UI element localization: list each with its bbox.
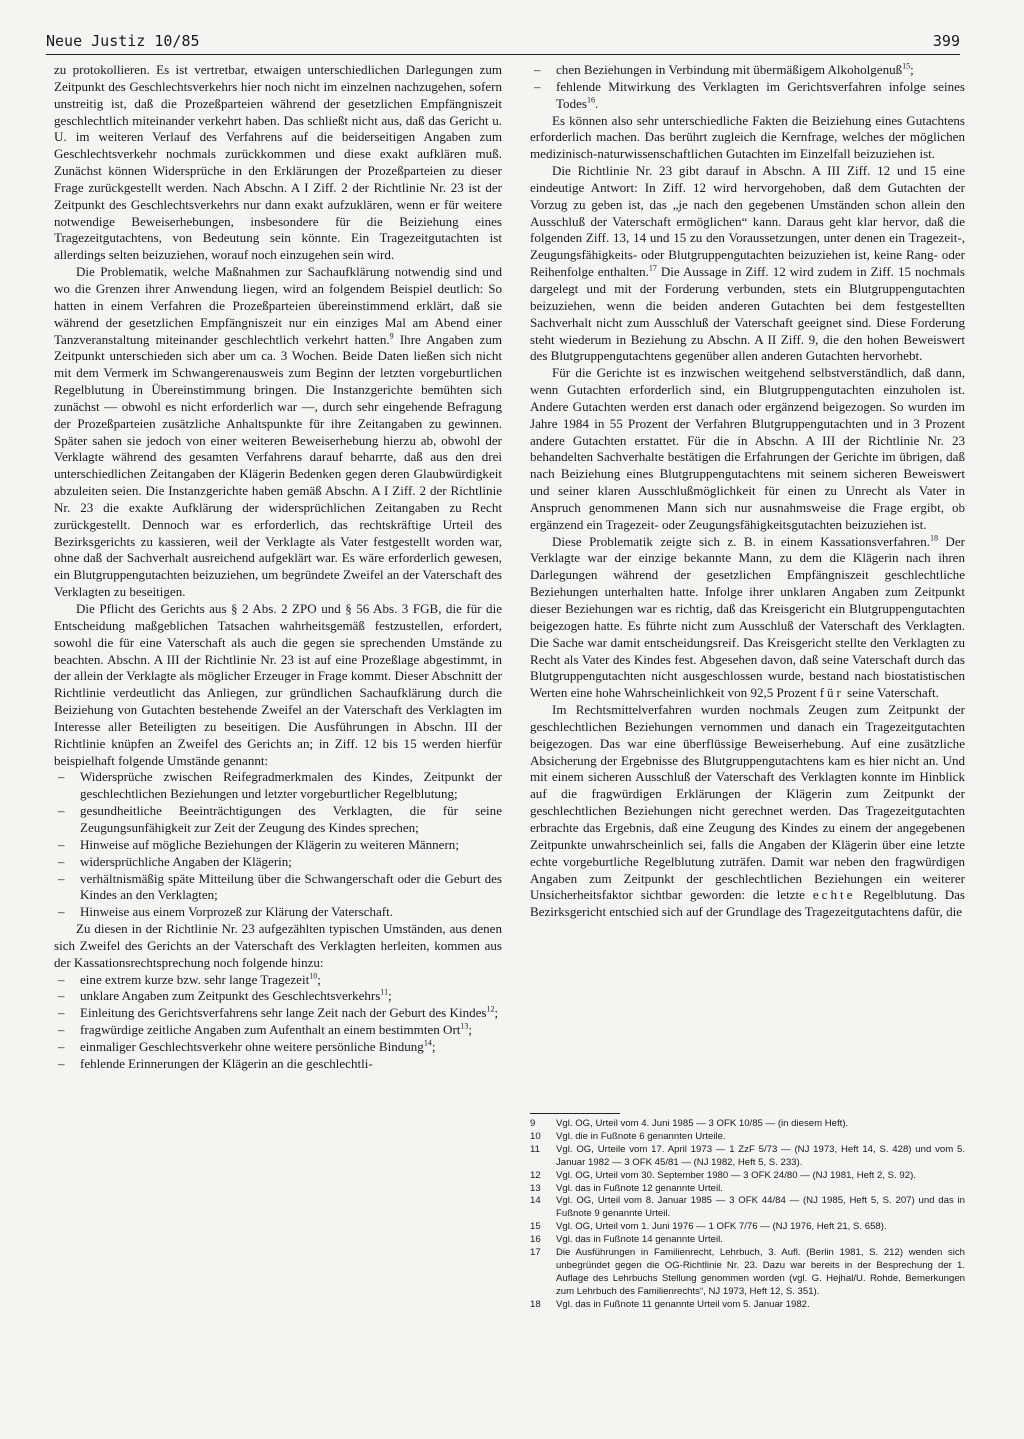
footnote-ref: 13	[460, 1021, 469, 1031]
circumstances-list	[54, 769, 502, 921]
footnote-ref: 17	[648, 263, 657, 273]
footnote: 10 Vgl. die in Fußnote 6 genannten Urteile.	[530, 1130, 726, 1142]
right-column	[530, 62, 965, 921]
footnote-ref: 10	[309, 971, 318, 981]
footnote-ref: 18	[929, 533, 938, 543]
footnote: 12 Vgl. OG, Urteil vom 30. September 1980 — 3 OFK 24/80 — (NJ 1981, Heft 2, S. 92).	[530, 1169, 916, 1181]
footnote: 15 Vgl. OG, Urteil vom 1. Juni 1976 — 1 OFK 7/76 — (NJ 1976, Heft 21, S. 658).	[530, 1221, 887, 1233]
left-column	[54, 62, 502, 1073]
list-item: – fehlende Erinnerungen der Klägerin an die geschlechtli-	[54, 1056, 502, 1073]
spaced-emphasis: für	[819, 685, 844, 701]
paragraph: Es können also sehr unterschiedliche Fakten die Beiziehung eines Gutachtens erforderlich machen. Das berührt zugleich die Kernfrage, welches der möglichen medizinisch-naturwissenschaftlichen Gutachten im Einzelfall beizuziehen ist.	[530, 112, 965, 162]
list-item: – chen Beziehungen in Verbindung mit übermäßigem Alkoholgenuß$^{15}$;	[530, 62, 965, 79]
list-item: – einmaliger Geschlechtsverkehr ohne weitere persönliche Bindung$^{14}$;	[54, 1039, 502, 1056]
list-item: – widersprüchliche Angaben der Klägerin;	[54, 854, 502, 871]
footnote: 9 Vgl. OG, Urteil vom 4. Juni 1985 — 3 OFK 10/85 — (in diesem Heft).	[530, 1118, 849, 1129]
page-number: 399	[932, 32, 960, 50]
footnote: 14 Vgl. OG, Urteil vom 8. Januar 1985 — 3 OFK 44/84 — (NJ 1985, Heft 5, S. 207) und das in Fußnote 9 genannte Urteil.	[530, 1195, 965, 1220]
list-item: – Widersprüche zwischen Reifegradmerkmalen des Kindes, Zeitpunkt der geschlechtlichen Beziehungen und letzter vorgeburtlicher Regelblutung;	[54, 769, 502, 803]
list-item: – verhältnismäßig späte Mitteilung über die Schwangerschaft oder die Geburt des Kindes an den Verklagten;	[54, 871, 502, 905]
footnote: 11 Vgl. OG, Urteile vom 17. April 1973 — 1 ZzF 5/73 — (NJ 1973, Heft 14, S. 428) und vom 5. Januar 1982 — 3 OFK 45/81 — (NJ 1982, Heft 5, S. 233).	[530, 1143, 965, 1168]
journal-title: Neue Justiz 10/85	[46, 32, 200, 50]
list-item: – Einleitung des Gerichtsverfahrens sehr lange Zeit nach der Geburt des Kindes$^{12}$;	[54, 1005, 502, 1022]
list-item: – fragwürdige zeitliche Angaben zum Aufenthalt an einem bestimmten Ort$^{13}$;	[54, 1022, 502, 1039]
footnote-divider	[530, 1113, 620, 1114]
cassation-list-continued	[530, 62, 965, 113]
paragraph: Diese Problematik zeigte sich z. B. in einem Kassationsverfahren.$^{18}$ Der Verklagte war der einzige bekannte Mann, zu dem die Klägerin nach ihren Darlegungen während der gesetzlichen Empfängniszeit geschlechtliche Beziehungen unterhalten hatte. Infolge ihrer unklaren Angaben zum Zeitpunkt dieser Beziehungen war es richtig, daß das Kreisgericht ein Blutgruppengutachten beigezogen hatte. Es führte nicht zum Ausschluß der Vaterschaft des Verklagten. Die Sache war damit entscheidungsreif. Das Kreisgericht stellte den Verklagten zu Recht als Vater des Kindes fest. Abgesehen davon, daß seine Vaterschaft durch das Blutgruppengutachten nicht ausgeschlossen wurde, bestand nach biostatistischen Werten eine hohe Wahrscheinlichkeit von 92,5 Prozent für seine Vaterschaft.	[530, 533, 965, 701]
list-item: – gesundheitliche Beeinträchtigungen des Verklagten, die für seine Zeugungsunfähigkeit zur Zeit der Zeugung des Kindes sprechen;	[54, 803, 502, 837]
paragraph: Im Rechtsmittelverfahren wurden nochmals Zeugen zum Zeitpunkt der geschlechtlichen Beziehungen vernommen und danach ein Tragezeitgutachten beigezogen. Das war eine überflüssige Beweiserhebung. Auf eine zusätzliche Absicherung der Ergebnisse des Blutgruppengutachtens kam es hier nicht an. Und mit einem sicheren Ausschluß der Vaterschaft des Verklagten konnte im Hinblick auf die fragwürdigen Erklärungen der Klägerin zum Zeitpunkt der geschlechtlichen Beziehungen nicht gerechnet werden. Das Tragezeitgutachten erbrachte das Ergebnis, daß eine Zeugung des Kindes zu einem der angegebenen Zeitpunkte unwahrscheinlich sei, falls die Angaben der Klägerin über eine letzte echte vorgeburtliche Regelblutung zuträfen. Damit war neben den fragwürdigen Angaben zum Zeitpunkt der geschlechtlichen Beziehungen ein weiterer Unsicherheitsfaktor sichtbar geworden: die letzte echte Regelblutung. Das Bezirksgericht entschied sich auf der Grundlage des Tragezeitgutachtens dafür, die	[530, 702, 966, 920]
footnote-ref: 12	[486, 1004, 495, 1014]
footnote-ref: 15	[902, 61, 911, 71]
paragraph: Die Problematik, welche Maßnahmen zur Sachaufklärung notwendig sind und wo die Grenzen ihrer Anwendung liegen, wird an folgendem Beispiel deutlich: So hatten in einem Verfahren die Prozeßparteien übereinstimmend erklärt, daß sie während der gesetzlichen Empfängniszeit nur ein einziges Mal am Abend einer Tanzveranstaltung miteinander geschlechtlich verkehrt hatten.$^9$ Ihre Angaben zum Zeitpunkt unterschieden sich aber um ca. 3 Wochen. Beide Daten ließen sich nicht mit dem Vermerk im Schwangerenausweis zum Beginn der letzten vorgeburtlichen Regelblutung in Übereinstimmung bringen. Die Instanzgerichte bemühten sich zunächst — obwohl es nicht erforderlich war —, durch sehr eingehende Befragung der Prozeßparteien zusätzliche Anhaltspunkte für ihre Zeitangaben zu gewinnen. Später sahen sie jedoch von einer weiteren Beweiserhebung hierzu ab, obwohl der Verklagte während des gesamten Verfahrens darauf beharrte, daß aus den drei unterschiedlichen Zeitangaben der Klägerin Bedenken gegen deren Glaubwürdigkeit abzuleiten seien. Die Instanzgerichte haben gemäß Abschn. A I Ziff. 2 der Richtlinie Nr. 23 die exakte Aufklärung der widersprüchlichen Zeitangaben zu Recht zurückgestellt. Dennoch war es erforderlich, das rechtskräftige Urteil des Bezirksgerichts zu kassieren, weil der Verklagte als Vater festgestellt worden war, ohne daß der Sachverhalt ausreichend aufgeklärt war. Es wäre erforderlich gewesen, ein Blutgruppengutachten beizuziehen, um begründete Zweifel an der Vaterschaft des Verklagten zu beseitigen.	[54, 264, 502, 600]
paragraph: zu protokollieren. Es ist vertretbar, etwaigen unterschiedlichen Darlegungen zum Zeitpunkt des Geschlechtsverkehrs hier noch nicht im einzelnen nachzugehen, sofern unstreitig ist, daß die Prozeßparteien während der gesetzlichen Empfängniszeit geschlechtlich miteinander verkehrt haben. Das schließt nicht aus, daß das Gericht u. U. im weiteren Verlauf des Verfahrens auf die beiderseitigen Angaben zum Geschlechtsverkehr nochmals zurückkommen und diese exakt aufklären muß. Zunächst können Widersprüche in den Erklärungen der Prozeßparteien zu dieser Frage zurückgestellt werden. Nach Abschn. A I Ziff. 2 der Richtlinie Nr. 23 ist der Zeitpunkt des Geschlechtsverkehrs nur dann exakt aufzuklären, wenn er für weitere notwendige Beweiserhebungen, insbesondere für die Beiziehung eines Tragezeitgutachtens, von Bedeutung sein könnte. Ein Tragezeitgutachten ist allerdings selten beizuziehen, worauf noch einzugehen sein wird.	[54, 62, 502, 263]
paragraph: Zu diesen in der Richtlinie Nr. 23 aufgezählten typischen Umständen, aus denen sich Zweifel des Gerichts an der Vaterschaft des Verklagten herleiten, kommen aus der Kassationsrechtsprechung noch folgende hinzu:	[54, 921, 502, 970]
footnote-ref: 11	[380, 988, 389, 998]
list-item: – Hinweise aus einem Vorprozeß zur Klärung der Vaterschaft.	[54, 904, 502, 921]
list-item: – eine extrem kurze bzw. sehr lange Tragezeit$^{10}$;	[54, 972, 502, 989]
footnote: 17 Die Ausführungen in Familienrecht, Lehrbuch, 3. Aufl. (Berlin 1981, S. 212) wenden sich unbegründet gegen die OG-Richtlinie Nr. 23. Dazu war bereits in der Besprechung der 1. Auflage des Lehrbuchs Stellung genommen worden (vgl. G. Hejhal/U. Rohde, Bemerkungen zum Lehrbuch des Familienrechts“, NJ 1973, Heft 12, S. 351).	[530, 1247, 965, 1297]
paragraph: Die Richtlinie Nr. 23 gibt darauf in Abschn. A III Ziff. 12 und 15 eine eindeutige Antwort: In Ziff. 12 wird hervorgehoben, daß dem Gutachten der Vorzug zu geben ist, das „je nach den gegebenen Umständen schon allein den Ausschluß der Vaterschaft ermöglichen“ kann. Daraus geht klar hervor, daß die folgenden Ziff. 13, 14 und 15 zu den Voraussetzungen, unter denen ein Tragezeit-, Zeugungsfähigkeits- oder Blutgruppengutachten beizuziehen ist, keine Rang- oder Reihenfolge enthalten.$^{17}$ Die Aussage in Ziff. 12 wird zudem in Ziff. 15 nochmals dargelegt und mit der Forderung verbunden, stets ein Blutgruppengutachten beizuziehen, wenn die beiden anderen Gutachten bei dem festgestellten Sachverhalt nicht zum Ausschluß der Vaterschaft geeignet sind. Diese Forderung steht wiederum in Beziehung zu Abschn. A II Ziff. 9, die den hohen Beweiswert des Blutgruppengutachtens gegenüber allen anderen Gutachten hervorhebt.	[530, 163, 966, 364]
cassation-list	[54, 972, 502, 1073]
footnote: 13 Vgl. das in Fußnote 12 genannte Urteil.	[530, 1182, 723, 1194]
footnotes	[530, 1118, 965, 1312]
footnote-ref: 9	[389, 331, 394, 341]
list-item: – fehlende Mitwirkung des Verklagten im Gerichtsverfahren infolge seines Todes$^{16}$.	[530, 79, 965, 113]
spaced-emphasis: echte	[812, 887, 856, 903]
footnote-ref: 14	[423, 1038, 432, 1048]
list-item: – Hinweise auf mögliche Beziehungen der Klägerin zu weiteren Männern;	[54, 837, 502, 854]
paragraph: Für die Gerichte ist es inzwischen weitgehend selbstverständlich, daß dann, wenn Gutachten erforderlich sind, ein Blutgruppengutachten einzuholen ist. Andere Gutachten werden erst danach oder ergänzend beigezogen. So wurden im Jahre 1984 in 55 Prozent der Verfahren Blutgruppengutachten und in 3 Prozent andere Gutachten erstattet. Für die in Abschn. A III der Richtlinie Nr. 23 behandelten Sachverhalte bestätigen die Erfahrungen der Gerichte im übrigen, daß nach Beiziehung eines Blutgruppengutachtens mit seinem sicheren Beweiswert und seiner klaren Ausschlußmöglichkeit für einen zu Unrecht als Vater in Anspruch genommenen Mann sich nur ausnahmsweise die Frage ergibt, ob ergänzend ein Tragezeit- oder Zeugungsfähigkeitsgutachten beizuziehen ist.	[530, 365, 965, 532]
footnote-ref: 16	[586, 95, 595, 105]
running-header	[46, 28, 960, 55]
footnote: 18 Vgl. das in Fußnote 11 genannte Urteil vom 5. Januar 1982.	[530, 1298, 810, 1310]
list-item: – unklare Angaben zum Zeitpunkt des Geschlechtsverkehrs$^{11}$;	[54, 988, 502, 1005]
footnote: 16 Vgl. das in Fußnote 14 genannte Urteil.	[530, 1234, 723, 1246]
paragraph: Die Pflicht des Gerichts aus § 2 Abs. 2 ZPO und § 56 Abs. 3 FGB, die für die Entscheidung maßgeblichen Tatsachen wahrheitsgemäß festzustellen, erfordert, sowohl die für eine Vaterschaft als auch die gegen sie sprechenden Umstände zu beachten. Abschn. A III der Richtlinie Nr. 23 ist auf eine Prozeßlage abgestimmt, in der allein der Verklagte als möglicher Erzeuger in Frage kommt. Dieser Abschnitt der Richtlinie verdeutlicht das Anliegen, zur gründlichen Sachaufklärung durch die Beiziehung von Gutachten bestehende Zweifel an der Vaterschaft des Verklagten im Interesse aller Beteiligten zu beseitigen. Die Ausführungen in Abschn. III der Richtlinie knüpfen an Zweifel des Gerichts an; in Ziff. 12 bis 15 werden hierfür beispielhaft folgende Umstände genannt:	[54, 601, 502, 768]
